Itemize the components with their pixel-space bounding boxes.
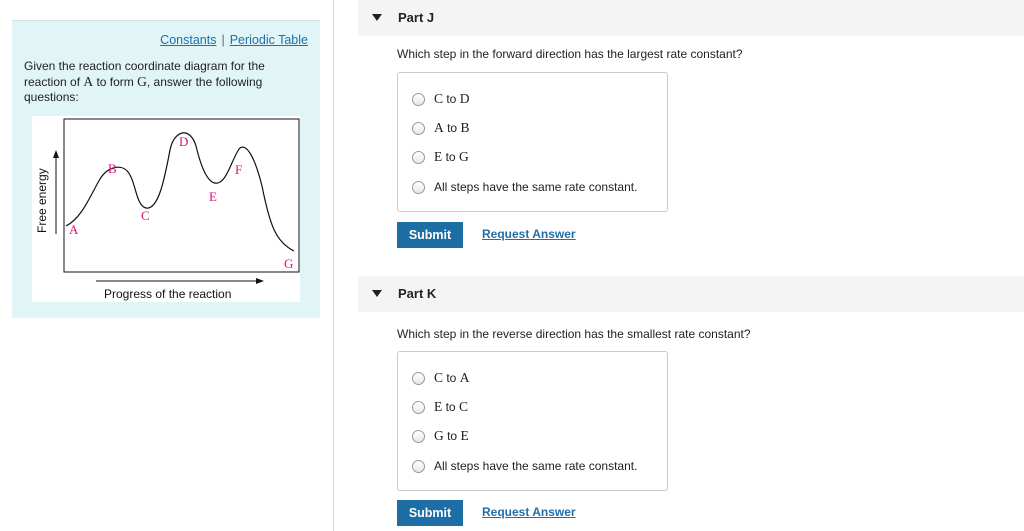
species-a: A xyxy=(83,74,94,89)
collapse-triangle-icon[interactable] xyxy=(372,14,382,21)
collapse-triangle-icon[interactable] xyxy=(372,290,382,297)
y-axis-arrowhead xyxy=(53,150,59,158)
option-sep: to xyxy=(443,371,460,385)
prompt-line-1: Given the reaction coordinate diagram for the xyxy=(24,59,265,73)
species: C xyxy=(458,399,468,414)
option-c-to-a[interactable] xyxy=(412,369,469,387)
species: G xyxy=(434,428,444,443)
option-sep: to xyxy=(442,150,459,164)
species: E xyxy=(434,399,443,414)
prompt-text: to form xyxy=(93,75,138,89)
option-sep: to xyxy=(442,400,459,414)
species: D xyxy=(459,91,470,106)
radio-button[interactable] xyxy=(412,430,425,443)
option-sep: to xyxy=(443,92,460,106)
prompt-text: , answer the following xyxy=(146,75,263,89)
point-label-g: G xyxy=(284,256,294,271)
radio-button[interactable] xyxy=(412,181,425,194)
species: C xyxy=(434,91,444,106)
part-k-options xyxy=(397,351,668,491)
option-label xyxy=(434,399,468,415)
part-j-options xyxy=(397,72,668,212)
problem-prompt xyxy=(24,59,294,105)
link-separator: | xyxy=(221,33,225,47)
point-label-b: B xyxy=(108,161,117,176)
option-e-to-g[interactable] xyxy=(412,148,469,166)
radio-button[interactable] xyxy=(412,122,425,135)
part-j-header[interactable] xyxy=(358,0,1024,36)
reaction-coordinate-diagram xyxy=(32,116,300,302)
point-label-d: D xyxy=(179,134,189,149)
problem-panel xyxy=(12,20,320,318)
part-j-request-answer-link[interactable]: Request Answer xyxy=(482,227,576,241)
option-label xyxy=(434,428,469,444)
x-axis-arrowhead xyxy=(256,278,264,284)
option-label xyxy=(434,120,469,136)
part-j-submit-button[interactable]: Submit xyxy=(397,222,463,248)
part-j-question: Which step in the forward direction has the largest rate constant? xyxy=(397,47,743,61)
option-e-to-c[interactable] xyxy=(412,398,468,416)
species: A xyxy=(459,370,470,385)
option-g-to-e[interactable] xyxy=(412,427,469,445)
radio-button[interactable] xyxy=(412,372,425,385)
point-label-e: E xyxy=(209,189,217,204)
x-axis-label: Progress of the reaction xyxy=(104,287,232,301)
option-sep: to xyxy=(443,429,461,443)
option-c-to-d[interactable] xyxy=(412,90,469,108)
species: E xyxy=(434,149,443,164)
diagram-svg xyxy=(32,116,300,302)
option-label: All steps have the same rate constant. xyxy=(434,180,638,194)
periodic-table-link[interactable]: Periodic Table xyxy=(229,33,308,47)
resource-links xyxy=(12,33,308,47)
species: G xyxy=(458,149,469,164)
species: A xyxy=(434,120,444,135)
species: E xyxy=(460,428,469,443)
energy-curve xyxy=(66,133,294,251)
radio-button[interactable] xyxy=(412,93,425,106)
radio-button[interactable] xyxy=(412,401,425,414)
part-k-header[interactable] xyxy=(358,276,1024,312)
option-a-to-b[interactable] xyxy=(412,119,469,137)
species: C xyxy=(434,370,444,385)
point-label-c: C xyxy=(141,208,150,223)
radio-button[interactable] xyxy=(412,460,425,473)
point-label-a: A xyxy=(69,222,79,237)
y-axis-label: Free energy xyxy=(35,168,49,233)
option-all-same[interactable] xyxy=(412,457,637,475)
option-label xyxy=(434,370,469,386)
part-k-title: Part K xyxy=(398,286,437,301)
prompt-line-3: questions: xyxy=(24,90,79,104)
species: B xyxy=(460,120,470,135)
radio-button[interactable] xyxy=(412,151,425,164)
option-label xyxy=(434,149,469,165)
option-label: All steps have the same rate constant. xyxy=(434,459,638,473)
option-sep: to xyxy=(443,121,461,135)
column-divider xyxy=(333,0,334,531)
species-g: G xyxy=(137,74,147,89)
option-label xyxy=(434,91,469,107)
option-all-same[interactable] xyxy=(412,178,637,196)
part-j-title: Part J xyxy=(398,10,435,25)
constants-link[interactable]: Constants xyxy=(160,33,217,47)
part-k-request-answer-link[interactable]: Request Answer xyxy=(482,505,576,519)
point-label-f: F xyxy=(235,162,243,177)
prompt-text: reaction of xyxy=(24,75,84,89)
part-k-submit-button[interactable]: Submit xyxy=(397,500,463,526)
part-k-question: Which step in the reverse direction has the smallest rate constant? xyxy=(397,327,751,341)
